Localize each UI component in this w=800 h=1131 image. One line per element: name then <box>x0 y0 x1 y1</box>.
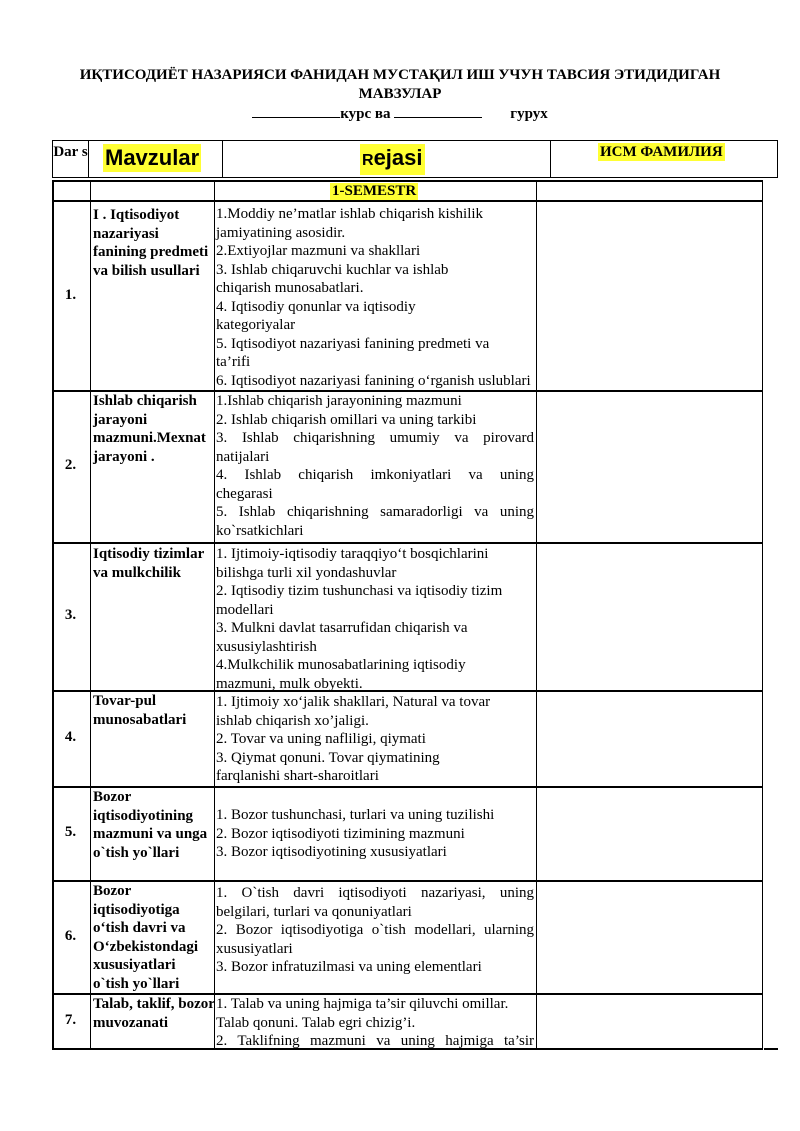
header-mavzular-label: Mavzular <box>105 145 200 170</box>
plan-line: kategoriyalar <box>216 317 296 333</box>
plan-line: 3. Bozor infratuzilmasi va uning elementlari <box>216 959 482 975</box>
plan-line: 3. Qiymat qonuni. Tovar qiymatining <box>216 749 440 766</box>
plan-line: natijalari <box>216 448 270 465</box>
row-number: 4. <box>64 729 77 745</box>
plan-line: chiqarish munosabatlari. <box>216 280 364 296</box>
plan-line: 4. Iqtisodiy qonunlar va iqtisodiy <box>216 298 416 315</box>
table-rule <box>52 180 762 182</box>
plan-line: 1.Ishlab chiqarish jarayonining mazmuni <box>216 393 462 409</box>
header-ism-label: ИСМ ФАМИЛИЯ <box>600 144 723 160</box>
group-blank <box>394 105 482 118</box>
plan-line: modellari <box>216 601 274 618</box>
plan-line: 3. Bozor iqtisodiyotining xususiyatlari <box>216 844 447 860</box>
plan-line: 2. Bozor iqtisodiyotiga o`tish modellari, ularning <box>216 922 534 938</box>
plan-line: ta’rifi <box>216 354 251 370</box>
header-rejasi-label <box>360 144 425 175</box>
page-subtitle: МАВЗУЛАР <box>358 86 442 102</box>
table-rule <box>52 542 762 544</box>
plan-line: 5. Ishlab chiqarishning samaradorligi va uning <box>216 504 534 520</box>
row-plan <box>216 806 534 862</box>
table-column-rule <box>762 180 763 1050</box>
plan-line: xususiylashtirish <box>216 638 317 655</box>
header-mavzular <box>89 140 222 178</box>
plan-line: 5. Iqtisodiyot nazariyasi fanining predmeti va <box>216 335 490 352</box>
plan-line: jamiyatining asosidir. <box>216 224 346 241</box>
row-number: 2. <box>64 457 77 473</box>
plan-line: 1. Ijtimoiy-iqtisodiy taraqqiyoʻt bosqichlarini <box>216 546 489 562</box>
row-topic: Iqtisodiy tizimlar va mulkchilik <box>93 546 204 581</box>
row-topic: Tovar-pul munosabatlari <box>93 693 187 728</box>
semester-label: 1-SEMESTR <box>332 183 417 199</box>
plan-line: xususiyatlari <box>216 940 293 957</box>
row-topic: Bozor iqtisodiyotining mazmuni va unga o`tish yo`llari <box>93 789 208 861</box>
table-rule <box>52 200 762 202</box>
table-tail-line <box>764 1048 778 1050</box>
plan-line: 3. Ishlab chiqaruvchi kuchlar va ishlab <box>216 261 449 278</box>
row-number: 7. <box>64 1011 77 1028</box>
row-plan <box>216 392 534 540</box>
plan-line: 3. Ishlab chiqarishning umumiy va pirovard <box>216 430 534 446</box>
row-number: 1. <box>64 287 77 303</box>
row-plan <box>216 693 534 786</box>
plan-line: ishlab chiqarish xo’jaligi. <box>216 712 369 729</box>
row-number: 5. <box>64 824 77 840</box>
course-label: курс ва <box>340 106 391 122</box>
row-topic: Bozor iqtisodiyotiga oʻtish davri va Oʻzbekistondagi xususiyatlari o`tish yo`llari <box>93 883 199 992</box>
plan-line: 3. Mulkni davlat tasarrufidan chiqarish va <box>216 620 468 636</box>
row-plan <box>216 884 534 977</box>
plan-line: Talab qonuni. Talab egri chizig’i. <box>216 1014 416 1031</box>
course-blank <box>252 105 340 118</box>
plan-line: 1. O`tish davri iqtisodiyoti nazariyasi, uning <box>216 885 534 901</box>
table-header <box>52 140 778 180</box>
plan-line: bilishga turli xil yondashuvlar <box>216 564 397 581</box>
plan-line: 1. Bozor tushunchasi, turlari va uning tuzilishi <box>216 807 495 823</box>
row-plan <box>216 205 534 390</box>
row-plan <box>216 545 534 693</box>
plan-line: 1. Ijtimoiy xoʻjalik shakllari, Natural va tovar <box>216 694 491 710</box>
header-ism-familiya <box>551 140 778 178</box>
page-title: ИҚТИСОДИЁТ НАЗАРИЯСИ ФАНИДАН МУСТАҚИЛ ИШ УЧУН ТАВСИЯ ЭТИДИДИГАН <box>79 67 721 83</box>
plan-line: chegarasi <box>216 485 273 502</box>
plan-line: 2.Extiyojlar mazmuni va shakllari <box>216 243 421 259</box>
table-column-rule <box>90 180 91 1050</box>
table-column-rule <box>536 180 537 1050</box>
row-plan <box>216 995 534 1051</box>
row-topic: Ishlab chiqarish jarayoni mazmuni.Mexnat jarayoni . <box>93 393 206 465</box>
plan-line: 4.Mulkchilik munosabatlarining iqtisodiy <box>216 657 466 673</box>
plan-line: 2. Tovar va uning nafliligi, qiymati <box>216 731 426 747</box>
course-group-line <box>0 105 800 123</box>
row-topic: Talab, taklif, bozor muvozanati <box>93 996 215 1031</box>
plan-line: 2. Bozor iqtisodiyoti tizimining mazmuni <box>216 825 465 842</box>
row-number: 6. <box>64 927 77 944</box>
plan-line: belgilari, turlari va qonuniyatlari <box>216 903 412 920</box>
plan-line: 2. Ishlab chiqarish omillari va uning tarkibi <box>216 411 477 428</box>
plan-line: 2. Taklifning mazmuni va uning hajmiga ta’sir <box>216 1033 534 1049</box>
header-dars: Dar s <box>52 140 89 178</box>
plan-line: farqlanishi shart-sharoitlari <box>216 768 379 784</box>
header-rejasi-rest: ejasi <box>373 145 423 170</box>
group-label: гурух <box>510 106 548 122</box>
plan-line: 1.Moddiy ne’matlar ishlab chiqarish kishilik <box>216 206 484 222</box>
plan-line: 2. Iqtisodiy tizim tushunchasi va iqtisodiy tizim <box>216 583 503 599</box>
plan-line: 4. Ishlab chiqarish imkoniyatlari va uning <box>216 467 534 483</box>
plan-line: 6. Iqtisodiyot nazariyasi fanining oʻrganish uslublari <box>216 372 531 389</box>
plan-line: 1. Talab va uning hajmiga ta’sir qiluvchi omillar. <box>216 996 509 1012</box>
row-topic: I . Iqtisodiyot nazariyasi fanining predmeti va bilish usullari <box>93 207 209 279</box>
header-rejasi-first-letter: R <box>362 152 374 169</box>
header-rejasi <box>222 140 551 178</box>
row-number: 3. <box>64 607 77 623</box>
plan-line: mazmuni, mulk obyekti. <box>216 675 363 692</box>
plan-line: ko`rsatkichlari <box>216 522 304 539</box>
